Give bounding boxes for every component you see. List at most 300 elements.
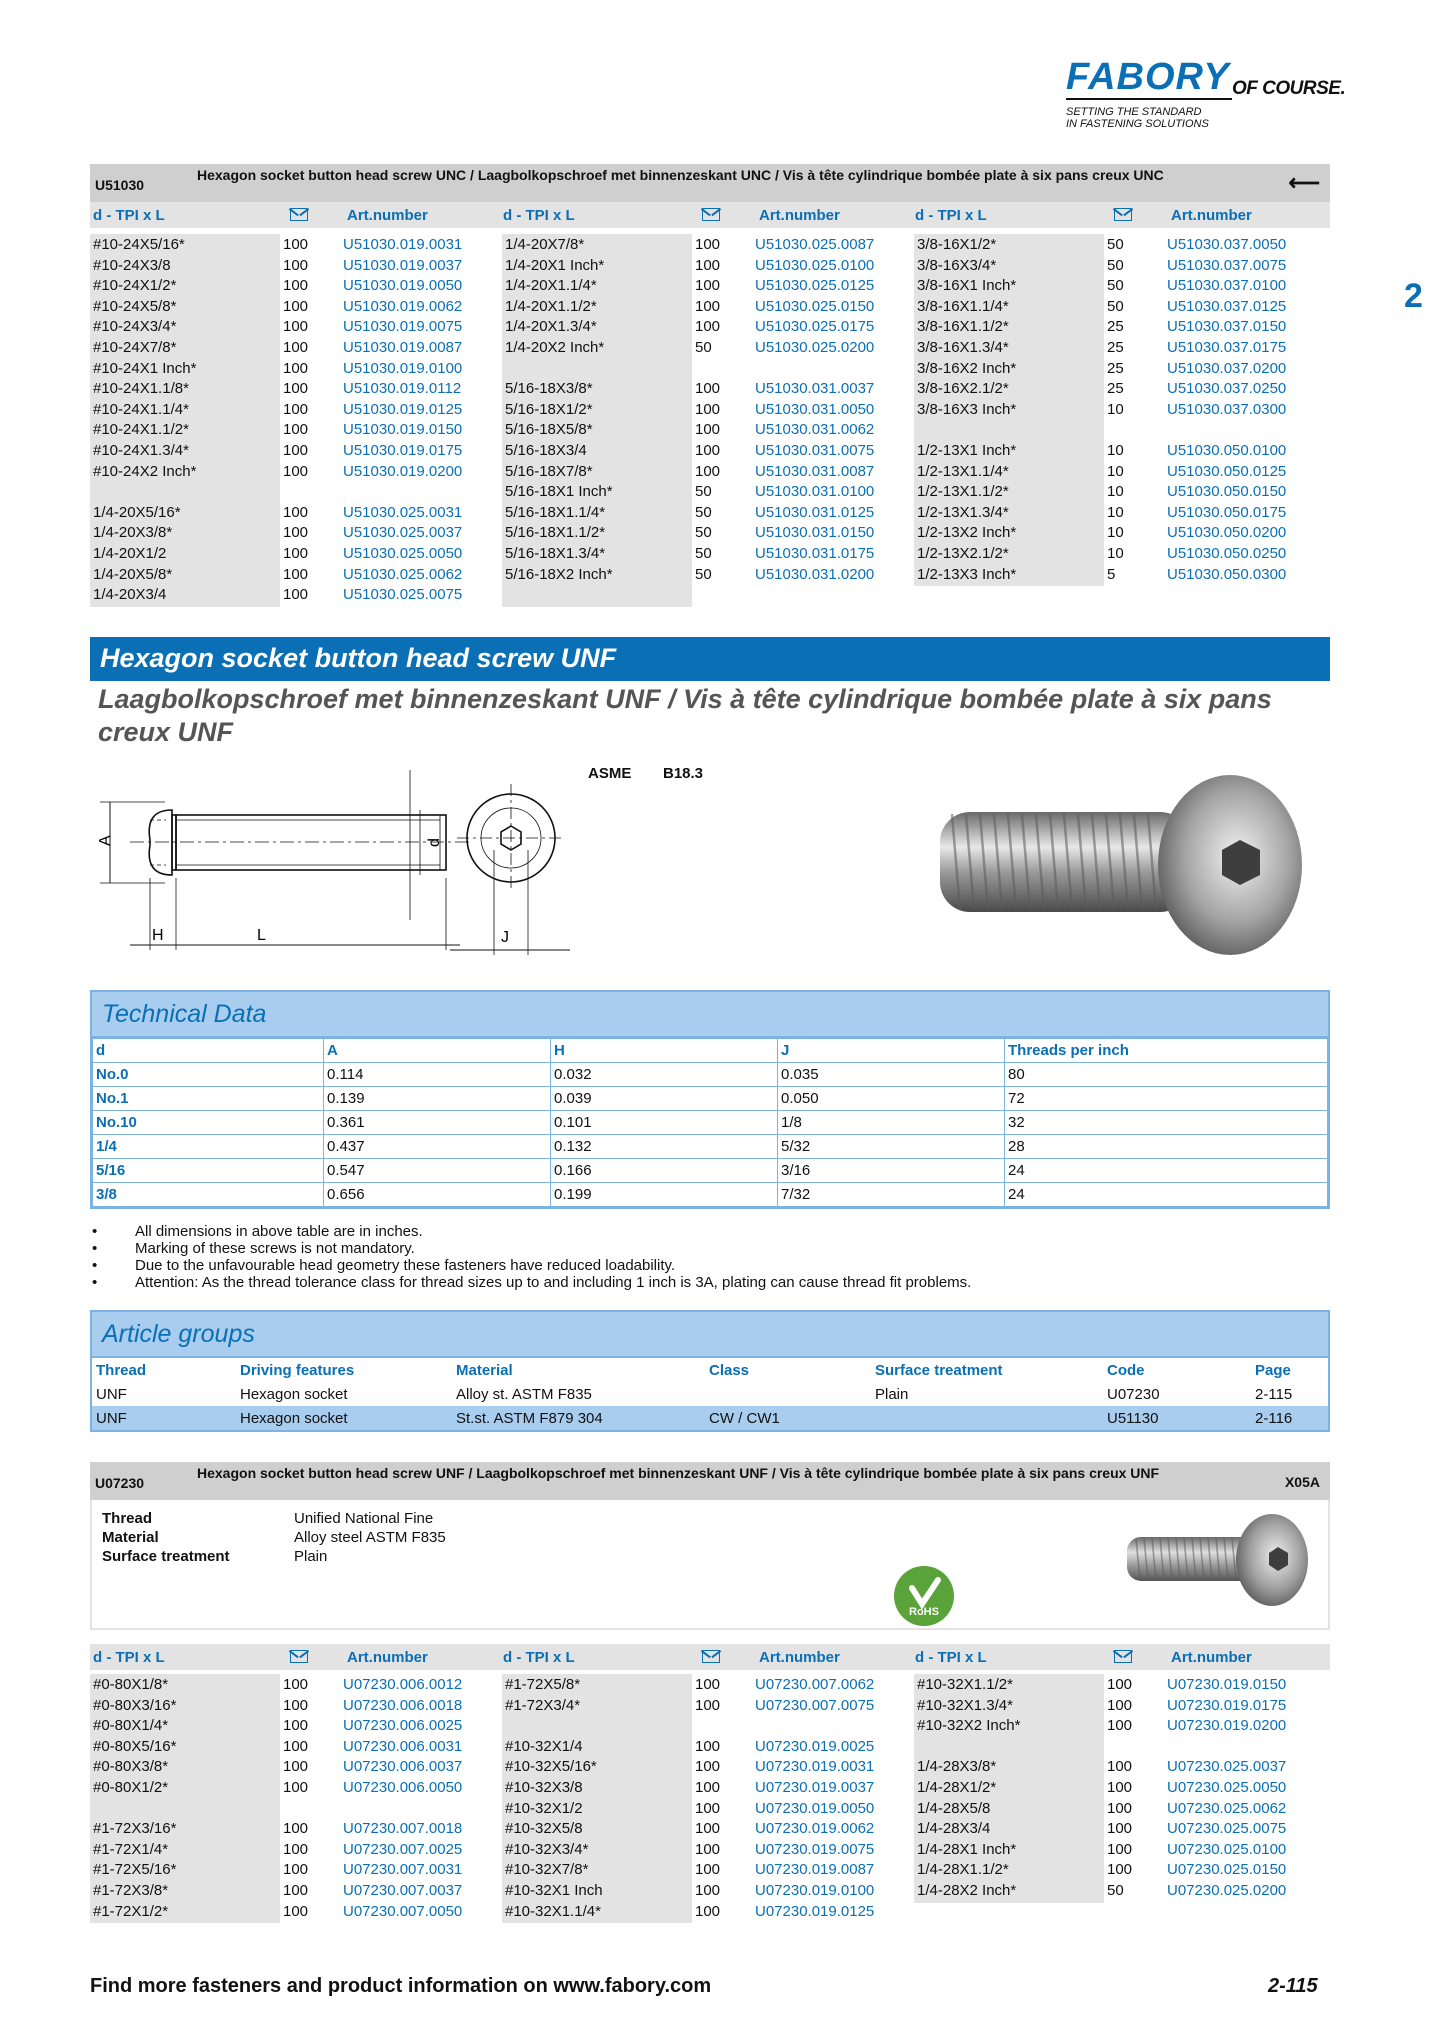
th-threads: Threads per inch (1005, 1039, 1328, 1063)
size-value: #10-32X1/2 (505, 1799, 583, 1817)
article-number-link[interactable]: U07230.019.0150 (1167, 1676, 1287, 1693)
table-row (93, 1135, 1328, 1159)
table-cell: 3/16 (778, 1159, 1005, 1183)
article-number-link[interactable]: U51030.025.0037 (343, 524, 463, 542)
pack-quantity: 100 (695, 1737, 721, 1755)
size-value: #10-32X1 Inch (505, 1882, 603, 1899)
th-d: d (93, 1039, 324, 1063)
pack-quantity: 100 (1107, 1840, 1133, 1858)
envelope-icon (290, 208, 308, 221)
size-value: 1/2-13X1.1/4* (917, 462, 1009, 480)
article-number-link[interactable]: U07230.006.0018 (343, 1696, 463, 1714)
technical-data-table (90, 990, 1330, 1209)
info-label-thread: Thread (102, 1510, 153, 1527)
article-number-link[interactable]: U51030.025.0200 (755, 339, 875, 356)
dim-label-h: H (152, 927, 164, 944)
technical-data-grid (92, 1038, 1328, 1207)
table-cell (705, 1382, 871, 1406)
article-number-link[interactable]: U51030.031.0125 (755, 503, 875, 521)
article-number-link[interactable]: U51030.037.0150 (1167, 318, 1287, 336)
size-value: 3/8-16X2.1/2* (917, 380, 1009, 398)
size-value: 5/16-18X3/8* (505, 380, 593, 398)
size-value: 5/16-18X1 Inch* (505, 483, 613, 501)
article-number-link[interactable]: U51030.037.0175 (1167, 339, 1287, 356)
table-cell: U51130 (1103, 1406, 1251, 1430)
size-value: #10-32X5/8 (505, 1820, 583, 1838)
size-value: 5/16-18X5/8* (505, 421, 593, 439)
size-value: #10-32X7/8* (505, 1861, 589, 1879)
pack-quantity: 100 (283, 339, 309, 356)
article-number-link[interactable]: U07230.019.0075 (755, 1840, 875, 1858)
table-cell: 1/8 (778, 1111, 1005, 1135)
size-value: 1/2-13X1.3/4* (917, 503, 1009, 521)
column-header-row (90, 1644, 1330, 1670)
article-number-link[interactable]: U51030.050.0250 (1167, 545, 1287, 562)
col-size-header: d - TPI x L (915, 207, 987, 224)
size-value: 1/2-13X2.1/2* (917, 545, 1009, 562)
size-value: 1/4-20X2 Inch* (505, 339, 605, 356)
article-number-link[interactable]: U51030.037.0250 (1167, 380, 1287, 398)
article-number-link[interactable]: U07230.019.0050 (755, 1799, 875, 1817)
article-number-link[interactable]: U07230.025.0050 (1167, 1779, 1287, 1796)
product-title: Hexagon socket button head screw UNF / Laagbolkopschroef met binnenzeskant UNF / Vis à tête cylindrique bombée plate à six pans creux UNF (197, 1465, 1160, 1481)
article-number-link[interactable]: U07230.007.0031 (343, 1861, 463, 1879)
chapter-number: 2 (1404, 277, 1423, 315)
size-value: 1/4-28X2 Inch* (917, 1882, 1017, 1899)
size-value: 5/16-18X2 Inch* (505, 565, 613, 583)
size-value: 1/4-28X1.1/2* (917, 1861, 1009, 1879)
pack-quantity: 100 (283, 421, 309, 439)
size-value: #1-72X3/4* (505, 1696, 581, 1714)
pack-quantity: 50 (1107, 1882, 1124, 1899)
pack-quantity: 100 (1107, 1758, 1133, 1776)
pack-quantity: 100 (695, 318, 721, 336)
col-art-header: Art.number (347, 1649, 428, 1666)
size-value: #10-24X1.1/2* (93, 421, 189, 439)
article-number-link[interactable]: U51030.019.0037 (343, 256, 463, 274)
table-cell: UNF (92, 1406, 236, 1430)
pack-quantity: 100 (695, 442, 721, 459)
row-key: No.0 (93, 1063, 324, 1087)
article-number-link[interactable]: U07230.006.0012 (343, 1676, 463, 1693)
article-number-link[interactable]: U51030.050.0100 (1167, 442, 1287, 459)
product-code: U51030 (95, 177, 145, 193)
th-class: Class (709, 1361, 750, 1379)
article-number-link[interactable]: U51030.019.0031 (343, 236, 463, 253)
table-cell: 0.361 (324, 1111, 551, 1135)
pack-quantity: 50 (1107, 297, 1124, 315)
row-key: 5/16 (93, 1159, 324, 1183)
pack-quantity: 50 (695, 339, 712, 356)
table-cell: 0.547 (324, 1159, 551, 1183)
pack-quantity: 100 (283, 1840, 309, 1858)
col-size-header: d - TPI x L (915, 1649, 987, 1666)
table-cell: 0.132 (551, 1135, 778, 1159)
note-item: • All dimensions in above table are in inches. (90, 1223, 1330, 1240)
technical-header-row (93, 1039, 1328, 1063)
size-value: 3/8-16X1.3/4* (917, 339, 1009, 356)
th-a: A (324, 1039, 551, 1063)
article-number-link[interactable]: U51030.019.0075 (343, 318, 463, 336)
article-number-link[interactable]: U07230.006.0025 (343, 1717, 463, 1735)
pack-quantity: 100 (695, 1758, 721, 1776)
article-number-link[interactable]: U51030.037.0125 (1167, 297, 1287, 315)
size-value: 1/4-20X1.3/4* (505, 318, 597, 336)
pack-quantity: 100 (283, 236, 309, 253)
article-number-link[interactable]: U07230.019.0200 (1167, 1717, 1287, 1735)
size-value: 1/4-20X5/16* (93, 503, 181, 521)
size-value: #0-80X5/16* (93, 1737, 177, 1755)
row-key: 1/4 (93, 1135, 324, 1159)
pack-quantity: 100 (283, 1676, 309, 1693)
info-label-material: Material (102, 1529, 159, 1546)
info-value-thread: Unified National Fine (294, 1510, 434, 1527)
pack-quantity: 100 (695, 256, 721, 274)
table-cell: Hexagon socket (240, 1385, 348, 1403)
table-cell: 80 (1005, 1063, 1328, 1087)
article-number-link[interactable]: U51030.050.0300 (1167, 565, 1287, 583)
product-photo (1122, 1505, 1322, 1615)
article-number-link[interactable]: U07230.006.0037 (343, 1758, 463, 1776)
size-value: #10-32X3/4* (505, 1840, 589, 1858)
size-value: #0-80X3/8* (93, 1758, 169, 1776)
size-value: 1/4-20X1 Inch* (505, 256, 605, 274)
article-number-link[interactable]: U51030.031.0200 (755, 565, 875, 583)
table-cell: 0.114 (324, 1063, 551, 1087)
size-value: 1/4-20X1.1/2* (505, 297, 597, 315)
table-row[interactable] (92, 1382, 1328, 1406)
size-value: #10-32X1/4 (505, 1737, 583, 1755)
size-value: #10-24X7/8* (93, 339, 177, 356)
pack-quantity: 50 (695, 545, 712, 562)
article-number-link[interactable]: U07230.019.0175 (1167, 1696, 1287, 1714)
size-value: 5/16-18X3/4 (505, 442, 587, 459)
article-number-link[interactable]: U51030.019.0150 (343, 421, 463, 439)
size-value: #1-72X5/8* (505, 1676, 581, 1693)
technical-drawing (90, 770, 570, 970)
th-code: Code (1107, 1361, 1145, 1379)
pack-quantity: 10 (1107, 462, 1124, 480)
article-number-link[interactable]: U51030.037.0050 (1167, 236, 1287, 253)
size-value: 3/8-16X3/4* (917, 256, 997, 274)
column-header-row (90, 202, 1330, 228)
table-cell: Hexagon socket (236, 1406, 452, 1430)
article-number-link[interactable]: U51030.019.0125 (343, 400, 463, 418)
dim-label-j: J (501, 929, 509, 946)
pack-quantity: 10 (1107, 524, 1124, 542)
article-number-link[interactable]: U07230.006.0050 (343, 1779, 463, 1796)
pack-quantity: 100 (283, 586, 309, 604)
size-value: #10-32X1.1/2* (917, 1676, 1013, 1693)
th-page: Page (1255, 1361, 1291, 1379)
table-cell (871, 1406, 1103, 1430)
pack-quantity: 10 (1107, 503, 1124, 521)
article-number-link[interactable]: U07230.019.0062 (755, 1820, 875, 1838)
size-value: #10-24X1.3/4* (93, 442, 189, 459)
article-number-link[interactable]: U07230.007.0037 (343, 1882, 463, 1899)
article-groups-table (90, 1310, 1330, 1432)
size-value: #10-24X3/4* (93, 318, 177, 336)
table-cell: 28 (1005, 1135, 1328, 1159)
table-cell: 0.039 (551, 1087, 778, 1111)
page-number: 2-115 (1268, 1975, 1318, 1997)
col-art-header: Art.number (759, 207, 840, 224)
article-number-link[interactable]: U51030.025.0175 (755, 318, 875, 336)
article-number-link[interactable]: U07230.007.0050 (343, 1902, 463, 1920)
article-number-link[interactable]: U51030.031.0175 (755, 545, 875, 562)
pack-quantity: 100 (283, 1882, 309, 1899)
section-subtitle: Laagbolkopschroef met binnenzeskant UNF / Vis à tête cylindrique bombée plate à six pans creux UNF (98, 684, 1272, 747)
article-number-link[interactable]: U51030.031.0050 (755, 400, 875, 418)
size-value: 5/16-18X1.3/4* (505, 545, 606, 562)
table-cell: 7/32 (778, 1183, 1005, 1207)
article-number-link[interactable]: U51030.050.0200 (1167, 524, 1287, 542)
size-value: 1/4-28X3/8* (917, 1758, 997, 1776)
article-number-link[interactable]: U51030.025.0100 (755, 256, 875, 274)
standard-value: B18.3 (663, 765, 704, 782)
pack-quantity: 10 (1107, 545, 1124, 562)
product-header (90, 164, 1330, 202)
pack-quantity: 100 (283, 1779, 309, 1796)
article-number-link[interactable]: U51030.050.0175 (1167, 503, 1287, 521)
pack-quantity: 100 (695, 1882, 721, 1899)
pack-quantity: 50 (1107, 256, 1124, 274)
pack-quantity: 100 (283, 277, 309, 295)
article-number-link[interactable]: U07230.019.0125 (755, 1902, 875, 1920)
size-value: 1/4-20X5/8* (93, 565, 173, 583)
size-value: #1-72X1/2* (93, 1902, 169, 1920)
row-key: No.10 (93, 1111, 324, 1135)
article-number-link[interactable]: U07230.025.0062 (1167, 1799, 1287, 1817)
article-number-link[interactable]: U51030.025.0150 (755, 297, 875, 315)
article-number-link[interactable]: U51030.025.0087 (755, 236, 875, 253)
size-value: 1/4-28X1 Inch* (917, 1840, 1017, 1858)
pack-quantity: 100 (695, 400, 721, 418)
pack-quantity: 100 (1107, 1861, 1133, 1879)
article-number-link[interactable]: U51030.050.0125 (1167, 462, 1287, 480)
article-number-link[interactable]: U51030.037.0200 (1167, 359, 1287, 377)
col-size-header: d - TPI x L (93, 1649, 165, 1666)
pack-quantity: 100 (283, 359, 309, 377)
th-thread: Thread (96, 1361, 147, 1379)
product-block-u07230-header (90, 1462, 1330, 1502)
pack-quantity: 100 (283, 256, 309, 274)
article-number-link[interactable]: U51030.019.0112 (343, 380, 462, 398)
table-cell: 0.199 (551, 1183, 778, 1207)
envelope-icon (702, 208, 720, 221)
pack-quantity: 100 (283, 503, 309, 521)
pack-quantity: 100 (283, 565, 309, 583)
pack-quantity: 100 (695, 380, 721, 398)
screw-shank-side (176, 815, 446, 870)
article-number-link[interactable]: U51030.019.0087 (343, 339, 463, 356)
article-number-link[interactable]: U07230.025.0200 (1167, 1882, 1287, 1899)
article-number-link[interactable]: U51030.019.0175 (343, 442, 463, 459)
size-value: 3/8-16X1.1/2* (917, 318, 1009, 336)
pack-quantity: 50 (695, 503, 712, 521)
article-number-link[interactable]: U07230.019.0100 (755, 1882, 875, 1899)
article-number-link[interactable]: U51030.019.0062 (343, 297, 463, 315)
article-number-link[interactable]: U51030.019.0050 (343, 277, 463, 295)
article-number-link[interactable]: U07230.019.0037 (755, 1779, 875, 1796)
size-value: #10-32X2 Inch* (917, 1717, 1021, 1735)
table-cell: 24 (1005, 1159, 1328, 1183)
info-value-surface: Plain (294, 1548, 328, 1565)
article-number-link[interactable]: U07230.019.0025 (755, 1737, 875, 1755)
pack-quantity: 5 (1107, 565, 1116, 583)
size-value: 3/8-16X1.1/4* (917, 297, 1009, 315)
article-number-link[interactable]: U51030.031.0075 (755, 442, 875, 459)
pack-quantity: 25 (1107, 380, 1124, 398)
pack-quantity: 100 (695, 462, 721, 480)
article-number-link[interactable]: U51030.031.0087 (755, 462, 875, 480)
rohs-label: RoHS (909, 1606, 939, 1618)
article-number-link[interactable]: U51030.050.0150 (1167, 483, 1287, 501)
pack-quantity: 100 (283, 1861, 309, 1879)
article-number-link[interactable]: U51030.031.0150 (755, 524, 875, 542)
article-number-link[interactable]: U07230.007.0018 (343, 1820, 463, 1838)
pack-quantity: 100 (283, 1902, 309, 1920)
pack-quantity: 100 (1107, 1799, 1133, 1817)
col-art-header: Art.number (759, 1649, 840, 1666)
pack-quantity: 50 (695, 483, 712, 501)
article-number-link[interactable]: U51030.025.0031 (343, 503, 463, 521)
pack-quantity: 100 (695, 1902, 721, 1920)
article-number-link[interactable]: U51030.037.0300 (1167, 400, 1287, 418)
article-number-link[interactable]: U07230.025.0150 (1167, 1861, 1287, 1879)
th-j: J (778, 1039, 1005, 1063)
article-number-link[interactable]: U07230.007.0062 (755, 1676, 875, 1693)
product-code: U07230 (95, 1475, 145, 1491)
col-size-header: d - TPI x L (93, 207, 165, 224)
pack-quantity: 25 (1107, 339, 1124, 356)
back-arrow-icon[interactable]: ⟵ (1288, 170, 1320, 195)
notes-list (90, 1223, 1330, 1291)
size-value: #1-72X1/4* (93, 1840, 169, 1858)
size-value: 1/4-20X3/8* (93, 524, 173, 542)
article-number-link[interactable]: U07230.019.0087 (755, 1861, 875, 1879)
table-cell: 5/32 (778, 1135, 1005, 1159)
size-value: 1/2-13X1 Inch* (917, 442, 1017, 459)
size-value: #10-24X1 Inch* (93, 359, 197, 377)
size-value: 3/8-16X2 Inch* (917, 359, 1017, 377)
article-number-link[interactable]: U51030.019.0200 (343, 462, 463, 480)
table-row[interactable] (92, 1406, 1328, 1430)
pack-quantity: 100 (1107, 1696, 1133, 1714)
article-groups-grid (92, 1358, 1328, 1430)
article-number-link[interactable]: U07230.007.0075 (755, 1696, 875, 1714)
article-header-row (92, 1358, 1328, 1382)
table-cell: 2-115 (1255, 1385, 1293, 1403)
screw-photo (930, 770, 1330, 970)
size-value: #10-24X1/2* (93, 277, 177, 295)
article-number-link[interactable]: U07230.019.0031 (755, 1758, 875, 1776)
pack-quantity: 100 (283, 380, 309, 398)
size-value: #10-24X1.1/4* (93, 400, 189, 418)
pack-quantity: 100 (695, 1861, 721, 1879)
envelope-icon (1114, 1650, 1132, 1663)
article-number-link[interactable]: U51030.025.0062 (343, 565, 463, 583)
pack-quantity: 100 (695, 1840, 721, 1858)
th-driving: Driving features (240, 1361, 355, 1379)
table-cell: Alloy st. ASTM F835 (456, 1385, 592, 1403)
section-title-band (90, 637, 1330, 681)
logo-suffix: OF COURSE. (1232, 78, 1346, 99)
size-value: #10-24X1.1/8* (93, 380, 189, 398)
info-value-material: Alloy steel ASTM F835 (294, 1529, 446, 1546)
article-number-link[interactable]: U07230.007.0025 (343, 1840, 463, 1858)
article-number-link[interactable]: U51030.025.0125 (755, 277, 875, 295)
pack-quantity: 100 (283, 318, 309, 336)
article-number-link[interactable]: U51030.037.0100 (1167, 277, 1287, 295)
dim-label-a: A (97, 835, 114, 846)
size-value: #0-80X1/2* (93, 1779, 169, 1796)
size-value: #0-80X1/4* (93, 1717, 169, 1735)
article-number-link[interactable]: U07230.025.0037 (1167, 1758, 1287, 1776)
size-value: #10-24X3/8 (93, 256, 171, 274)
pack-quantity: 100 (695, 277, 721, 295)
pack-quantity: 10 (1107, 442, 1124, 459)
footer-text: Find more fasteners and product information on www.fabory.com (90, 1975, 712, 1997)
article-number-link[interactable]: U51030.031.0100 (755, 483, 875, 501)
size-value: 3/8-16X1/2* (917, 236, 997, 253)
article-number-link[interactable]: U51030.031.0062 (755, 421, 875, 439)
note-item: • Marking of these screws is not mandatory. (90, 1240, 1330, 1257)
product-tag: X05A (1284, 1474, 1320, 1490)
article-number-link[interactable]: U51030.019.0100 (343, 359, 463, 377)
pack-quantity: 100 (283, 297, 309, 315)
pack-quantity: 50 (1107, 277, 1124, 295)
table-row (93, 1183, 1328, 1207)
size-value: #0-80X1/8* (93, 1676, 169, 1693)
pack-quantity: 100 (695, 421, 721, 439)
pack-quantity: 100 (1107, 1717, 1133, 1735)
size-value: 1/4-20X7/8* (505, 236, 585, 253)
pack-quantity: 100 (283, 524, 309, 542)
col-art-header: Art.number (1171, 207, 1252, 224)
article-number-link[interactable]: U51030.037.0075 (1167, 256, 1287, 274)
logo-underline (1066, 98, 1232, 100)
table-cell: 0.166 (551, 1159, 778, 1183)
article-number-link[interactable]: U07230.025.0075 (1167, 1820, 1287, 1838)
size-value: #10-32X5/16* (505, 1758, 597, 1776)
th-material: Material (456, 1361, 513, 1379)
article-number-link[interactable]: U07230.006.0031 (343, 1737, 463, 1755)
article-number-link[interactable]: U51030.031.0037 (755, 380, 875, 398)
article-number-link[interactable]: U51030.025.0050 (343, 545, 463, 562)
article-groups-title: Article groups (102, 1320, 255, 1348)
article-number-link[interactable]: U07230.025.0100 (1167, 1840, 1287, 1858)
size-value: 5/16-18X1.1/4* (505, 503, 606, 521)
pack-quantity: 50 (695, 524, 712, 542)
size-value: 1/2-13X1.1/2* (917, 483, 1009, 501)
article-number-link[interactable]: U51030.025.0075 (343, 586, 463, 604)
pack-quantity: 100 (283, 442, 309, 459)
table-row (93, 1087, 1328, 1111)
size-value: #1-72X3/16* (93, 1820, 177, 1838)
table-cell: 0.656 (324, 1183, 551, 1207)
size-value: 3/8-16X1 Inch* (917, 277, 1017, 295)
size-value: 1/4-28X3/4 (917, 1820, 991, 1838)
table-cell: Plain (875, 1385, 909, 1403)
col-art-header: Art.number (347, 207, 428, 224)
size-value: #0-80X3/16* (93, 1696, 177, 1714)
pack-quantity: 100 (283, 1758, 309, 1776)
size-value: 5/16-18X1/2* (505, 400, 593, 418)
row-key: 3/8 (93, 1183, 324, 1207)
pack-quantity: 100 (283, 1820, 309, 1838)
article-groups-title-bar (92, 1312, 1328, 1358)
